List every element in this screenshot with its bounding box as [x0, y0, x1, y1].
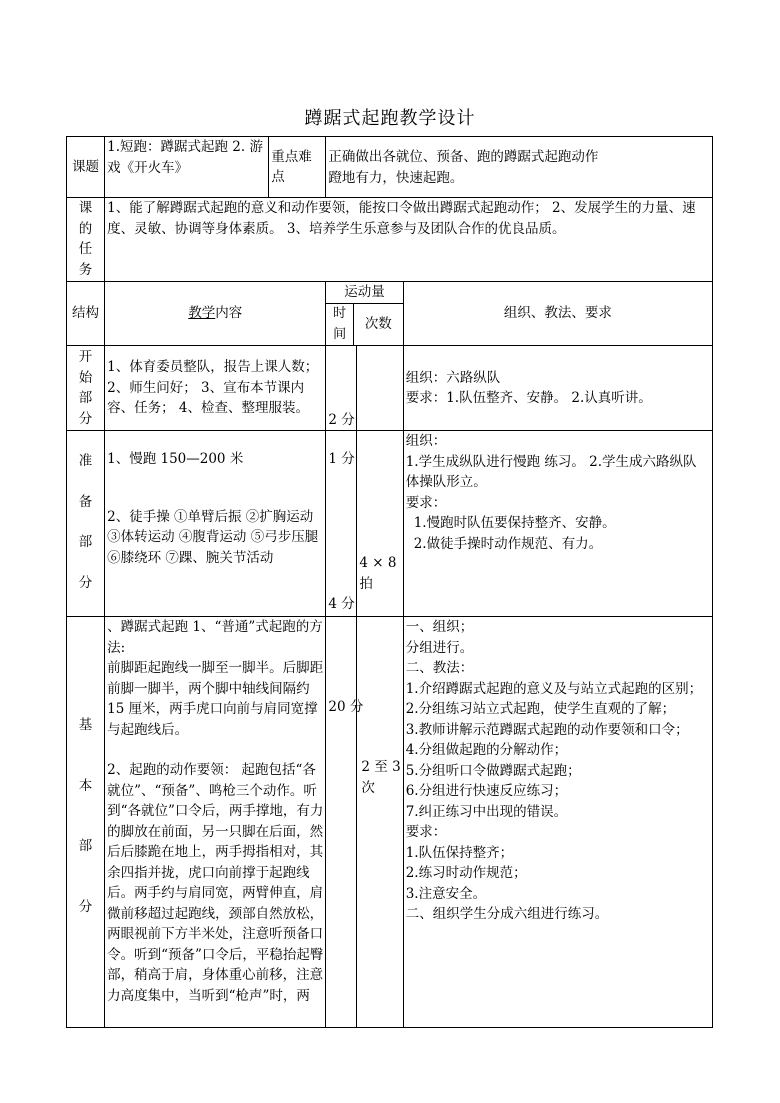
label-char: 备 — [78, 493, 93, 510]
org-line: 组织： — [405, 433, 447, 449]
key-points-label: 重点难点 — [269, 137, 326, 198]
org-line: 2.练习时动作规范； — [405, 865, 527, 881]
prep-section-row — [67, 431, 713, 617]
org-line: 要求： — [405, 494, 447, 511]
start-label — [67, 346, 105, 431]
start-time: 2 分 — [326, 346, 357, 430]
org-line: 要求： — [405, 824, 447, 840]
prep-time: 1 分 — [328, 451, 355, 467]
prep-item: 2、徒手操 ①单臂后振 ②扩胸运动 ③体转运动 ④腹背运动 ⑤弓步压腿 ⑥膝绕环 ⑦踝、腕关节活动 — [107, 508, 319, 566]
org-line: 3.注意安全。 — [405, 885, 487, 902]
label-char: 任 — [78, 241, 93, 257]
label-char: 始 — [78, 369, 93, 386]
start-section-row — [67, 346, 713, 431]
org-line: 2.分组练习站立式起跑，使学生直观的了解； — [405, 701, 676, 717]
key-points — [326, 137, 713, 198]
basic-content — [105, 617, 326, 1028]
org-line: 1.介绍蹲踞式起跑的意义及与站立式起跑的区别； — [405, 680, 703, 697]
basic-load — [326, 617, 403, 1028]
basic-paragraph: 前脚距起跑线一脚至一脚半。后脚距前脚一脚半，两个脚中轴线间隔约 15 厘米，两手虎口向前与肩同宽撑与起跑线后。 — [107, 660, 324, 738]
label-char: 准 — [78, 453, 93, 469]
org-line: 7.纠正练习中出现的错误。 — [405, 803, 568, 820]
label-char: 开 — [78, 349, 93, 365]
lesson-plan-table — [66, 136, 713, 1028]
label-char: 的 — [78, 220, 93, 237]
basic-paragraph: 、蹲踞式起跑 1、“普通”式起跑的方法: — [107, 619, 323, 656]
basic-paragraph: 2、起跑的动作要领： 起跑包括“各就位”、“预备”、鸣枪三个动作。听到“各就位”口令后，两手撑地，有力的脚放在前面，另一只脚在后面，然后后膝跪在地上，两手拇指相对，其余四指并拢，虎口向前撑于起跑线后。两手约与肩同宽，两臂伸直，肩微前移超过起跑线，颈部自然放松，两眼视前下方半米处，注意听预备口令。听到“预备”口令后，平稳抬起臀部，稍高于肩，身体重心前移，注意力高度集中，当听到“枪声”时，两 — [107, 762, 324, 1004]
prep-time: 4 分 — [328, 595, 355, 612]
org-line: 一、组织； — [405, 619, 474, 635]
org-line: 6.分组进行快速反应练习； — [405, 783, 568, 799]
start-org — [403, 346, 712, 431]
org-line: 3.教师讲解示范蹲踞式起跑的动作要领和口令； — [405, 721, 689, 738]
org-line: 分组进行。 — [405, 639, 474, 656]
topic-row — [67, 137, 713, 198]
basic-time: 20 分 — [328, 699, 364, 715]
label-char: 课 — [78, 200, 93, 216]
task-label — [67, 198, 105, 282]
header-time: 时间 — [326, 304, 354, 346]
prep-label — [67, 431, 105, 617]
basic-section-row — [67, 617, 713, 1028]
task-row — [67, 198, 713, 282]
label-char: 部 — [78, 838, 93, 854]
basic-count: 2 至 3 次 — [361, 759, 401, 796]
label-char: 部 — [78, 390, 93, 406]
org-line: 2.做徒手操时动作规范、有力。 — [413, 535, 603, 552]
label-char: 部 — [78, 534, 93, 550]
org-line: 1.慢跑时队伍要保持整齐、安静。 — [413, 515, 616, 531]
org-line: 5.分组听口令做蹲踞式起跑； — [405, 762, 581, 779]
basic-label — [67, 617, 105, 1028]
label-char: 本 — [78, 777, 93, 794]
topic-label: 课题 — [67, 137, 105, 198]
basic-org — [403, 617, 712, 1028]
prep-count: 4 × 8拍 — [359, 555, 397, 592]
label-char: 务 — [78, 261, 93, 278]
org-line: 组织：六路纵队 — [405, 369, 501, 386]
header-load: 运动量 — [326, 282, 403, 304]
header-count: 次数 — [353, 304, 403, 346]
start-content: 1、体育委员整队，报告上课人数；2、师生问好； 3、宣布本节课内容、任务； 4、检查、整理服装。 — [105, 346, 326, 431]
prep-load — [326, 431, 403, 617]
org-line: 二、组织学生分成六组进行练习。 — [405, 906, 609, 922]
label-char: 分 — [78, 574, 93, 591]
header-structure: 结构 — [67, 282, 105, 346]
label-char: 基 — [78, 717, 93, 733]
prep-item: 1、慢跑 150—200 米 — [107, 451, 244, 467]
header-content-underlined: 教学 — [188, 305, 216, 322]
header-content — [105, 282, 326, 346]
topic-text: 1.短跑：蹲踞式起跑 2. 游戏《开火车》 — [105, 137, 269, 198]
key-point: 蹬地有力，快速起跑。 — [328, 169, 464, 186]
org-line: 二、教法： — [405, 660, 474, 676]
task-text: 1、能了解蹲踞式起跑的意义和动作要领，能按口令做出蹲踞式起跑动作； 2、发展学生的力量、速度、灵敏、协调等身体素质。 3、培养学生乐意参与及团队合作的优良品质。 — [105, 198, 713, 282]
label-char: 分 — [78, 898, 93, 915]
header-org: 组织、教法、要求 — [403, 282, 712, 346]
prep-content — [105, 431, 326, 617]
org-line: 1.队伍保持整齐； — [405, 844, 514, 861]
prep-org — [403, 431, 712, 617]
key-point: 正确做出各就位、预备、跑的蹲踞式起跑动作 — [328, 149, 599, 165]
label-char: 分 — [78, 410, 93, 427]
header-row — [67, 282, 713, 304]
org-line: 4.分组做起跑的分解动作； — [405, 742, 568, 758]
document-title: 蹲踞式起跑教学设计 — [304, 108, 476, 129]
start-load — [326, 346, 403, 431]
org-line: 要求：1.队伍整齐、安静。 2.认真听讲。 — [405, 390, 652, 406]
org-line: 1.学生成纵队进行慢跑 练习。 2.学生成六路纵队体操队形立。 — [405, 453, 697, 490]
header-content-rest: 内容 — [215, 305, 243, 322]
